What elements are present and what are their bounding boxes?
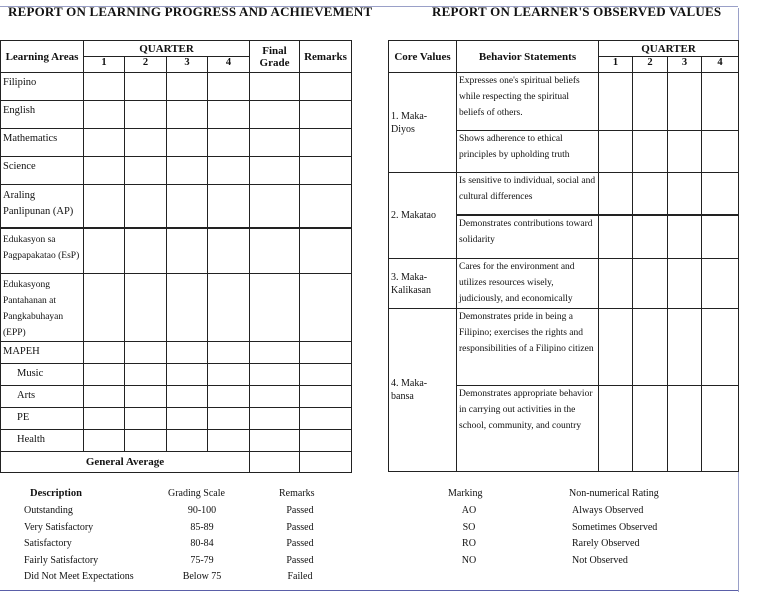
final-grade-header: Final Grade xyxy=(250,41,300,73)
learning-progress-title: REPORT ON LEARNING PROGRESS AND ACHIEVEMENT xyxy=(8,4,373,19)
remarks-cell[interactable] xyxy=(300,228,352,274)
grading-scale-legend-header: Grading Scale xyxy=(168,488,225,499)
values-quarter-4-cell[interactable] xyxy=(702,259,739,309)
subject-row xyxy=(1,101,352,129)
values-quarter-4-cell[interactable] xyxy=(702,215,739,259)
remarks-cell[interactable] xyxy=(300,342,352,364)
grading-description: Did Not Meet Expectations xyxy=(24,571,134,583)
quarter-4-grade-cell[interactable] xyxy=(208,386,250,408)
values-quarter-4-cell[interactable] xyxy=(702,73,739,131)
final-grade-cell[interactable] xyxy=(250,101,300,129)
marking-code: AO xyxy=(461,505,477,516)
marking-rating: Sometimes Observed xyxy=(572,521,658,533)
quarter-2-grade-cell[interactable] xyxy=(125,185,167,228)
quarter-2-grade-cell[interactable] xyxy=(125,430,167,452)
subject-row xyxy=(1,228,352,274)
values-quarter-1-cell[interactable] xyxy=(599,73,633,131)
values-quarter-2-cell[interactable] xyxy=(633,386,668,472)
grading-remark: Passed xyxy=(286,554,314,566)
grading-legend-description-col xyxy=(30,488,82,505)
behavior-statement: Is sensitive to individual, social and cultural differences xyxy=(457,173,599,215)
quarter-3-grade-cell[interactable] xyxy=(167,430,208,452)
final-grade-cell[interactable] xyxy=(250,274,300,342)
quarter-4-grade-cell[interactable] xyxy=(208,342,250,364)
marking-code: RO xyxy=(462,538,476,550)
quarter-2-grade-cell[interactable] xyxy=(125,364,167,386)
grading-description: Fairly Satisfactory xyxy=(24,554,99,566)
bottom-border-line xyxy=(0,590,738,591)
remarks-cell[interactable] xyxy=(300,157,352,185)
values-quarter-3-cell[interactable] xyxy=(668,386,702,472)
marking-rating: Not Observed xyxy=(572,554,628,566)
behavior-row xyxy=(389,309,739,386)
grading-scale-value: Below 75 xyxy=(182,571,222,583)
general-average-final-cell[interactable] xyxy=(250,452,300,473)
final-grade-cell[interactable] xyxy=(250,342,300,364)
quarter-3-grade-cell[interactable] xyxy=(167,101,208,129)
values-quarter-4-cell[interactable] xyxy=(702,173,739,215)
quarter-3-grade-cell[interactable] xyxy=(167,408,208,430)
subject-name: English xyxy=(1,101,84,129)
behavior-statement: Demonstrates appropriate behavior in carrying out activities in the school, community, and country xyxy=(457,386,599,472)
quarter-1-grade-cell[interactable] xyxy=(84,157,125,185)
values-quarter-4-header: 4 xyxy=(702,57,739,73)
behavior-statements-header: Behavior Statements xyxy=(457,41,599,73)
general-average-label: General Average xyxy=(1,452,250,473)
quarter-4-grade-cell[interactable] xyxy=(208,101,250,129)
subject-name: Science xyxy=(1,157,84,185)
quarter-4-grade-cell[interactable] xyxy=(208,228,250,274)
marking-rating: Always Observed xyxy=(572,505,644,516)
behavior-statement: Expresses one's spiritual beliefs while respecting the spiritual beliefs of others. xyxy=(457,73,599,131)
core-value-label: 1. Maka- Diyos xyxy=(389,73,457,173)
final-grade-cell[interactable] xyxy=(250,430,300,452)
quarter-2-grade-cell[interactable] xyxy=(125,157,167,185)
quarter-1-grade-cell[interactable] xyxy=(84,185,125,228)
subject-name: Arts xyxy=(1,386,84,408)
quarter-1-grade-cell[interactable] xyxy=(84,274,125,342)
marking-legend-ratings xyxy=(572,505,657,571)
marking-rating: Rarely Observed xyxy=(572,538,640,550)
values-quarter-1-cell[interactable] xyxy=(599,259,633,309)
subject-name: Araling Panlipunan (AP) xyxy=(1,185,84,228)
quarter-2-grade-cell[interactable] xyxy=(125,342,167,364)
quarter-2-header: 2 xyxy=(125,57,167,73)
subject-name: Health xyxy=(1,430,84,452)
subject-row xyxy=(1,408,352,430)
quarter-3-grade-cell[interactable] xyxy=(167,157,208,185)
grading-description: Satisfactory xyxy=(24,538,72,550)
subject-row xyxy=(1,157,352,185)
values-quarter-1-cell[interactable] xyxy=(599,386,633,472)
grading-legend-remarks xyxy=(284,505,316,588)
subject-row xyxy=(1,386,352,408)
subject-row xyxy=(1,274,352,342)
grading-scale-value: 85-89 xyxy=(190,521,214,533)
behavior-row xyxy=(389,73,739,131)
remarks-cell[interactable] xyxy=(300,274,352,342)
quarter-1-grade-cell[interactable] xyxy=(84,386,125,408)
values-quarter-3-cell[interactable] xyxy=(668,173,702,215)
final-grade-cell[interactable] xyxy=(250,408,300,430)
subject-name: Music xyxy=(1,364,84,386)
subject-row xyxy=(1,73,352,101)
learning-areas-header: Learning Areas xyxy=(1,41,84,73)
behavior-statement: Demonstrates pride in being a Filipino; exercises the rights and responsibilities of a Filipino citizen xyxy=(457,309,599,386)
quarter-4-grade-cell[interactable] xyxy=(208,274,250,342)
values-quarter-4-cell[interactable] xyxy=(702,131,739,173)
rating-legend-header: Non-numerical Rating xyxy=(569,488,659,499)
quarter-3-grade-cell[interactable] xyxy=(167,386,208,408)
quarter-3-grade-cell[interactable] xyxy=(167,342,208,364)
values-quarter-1-cell[interactable] xyxy=(599,131,633,173)
grading-scale-value: 75-79 xyxy=(190,554,214,566)
grading-legend-scales xyxy=(180,505,224,588)
quarter-header: QUARTER xyxy=(84,41,250,57)
values-quarter-3-cell[interactable] xyxy=(668,73,702,131)
values-quarter-3-cell[interactable] xyxy=(668,309,702,386)
quarter-2-grade-cell[interactable] xyxy=(125,129,167,157)
subject-name: Mathematics xyxy=(1,129,84,157)
quarter-1-grade-cell[interactable] xyxy=(84,364,125,386)
final-grade-cell[interactable] xyxy=(250,386,300,408)
remarks-cell[interactable] xyxy=(300,408,352,430)
values-quarter-2-cell[interactable] xyxy=(633,173,668,215)
grading-remark: Passed xyxy=(286,538,314,550)
quarter-1-grade-cell[interactable] xyxy=(84,129,125,157)
values-quarter-1-cell[interactable] xyxy=(599,215,633,259)
remarks-cell[interactable] xyxy=(300,129,352,157)
quarter-3-grade-cell[interactable] xyxy=(167,228,208,274)
grading-legend-descriptions xyxy=(24,505,134,588)
final-grade-cell[interactable] xyxy=(250,228,300,274)
values-quarter-3-header: 3 xyxy=(668,57,702,73)
quarter-1-header: 1 xyxy=(84,57,125,73)
quarter-4-header: 4 xyxy=(208,57,250,73)
values-quarter-3-cell[interactable] xyxy=(668,131,702,173)
quarter-1-grade-cell[interactable] xyxy=(84,73,125,101)
quarter-4-grade-cell[interactable] xyxy=(208,129,250,157)
learning-progress-table xyxy=(0,40,352,473)
marking-legend-marks xyxy=(458,505,480,571)
grading-scale-value: 80-84 xyxy=(190,538,214,550)
behavior-statement: Shows adherence to ethical principles by upholding truth xyxy=(457,131,599,173)
quarter-1-grade-cell[interactable] xyxy=(84,408,125,430)
values-quarter-1-cell[interactable] xyxy=(599,309,633,386)
quarter-3-header: 3 xyxy=(167,57,208,73)
quarter-4-grade-cell[interactable] xyxy=(208,73,250,101)
values-quarter-2-cell[interactable] xyxy=(633,131,668,173)
quarter-2-grade-cell[interactable] xyxy=(125,274,167,342)
subject-name: MAPEH xyxy=(1,342,84,364)
quarter-4-grade-cell[interactable] xyxy=(208,364,250,386)
values-quarter-2-cell[interactable] xyxy=(633,73,668,131)
remarks-cell[interactable] xyxy=(300,386,352,408)
quarter-2-grade-cell[interactable] xyxy=(125,101,167,129)
core-values-header: Core Values xyxy=(389,41,457,73)
remarks-header: Remarks xyxy=(300,41,352,73)
grading-scale-value: 90-100 xyxy=(187,505,217,516)
subject-row xyxy=(1,185,352,228)
quarter-1-grade-cell[interactable] xyxy=(84,342,125,364)
subject-row xyxy=(1,342,352,364)
general-average-remarks-cell[interactable] xyxy=(300,452,352,473)
subject-row xyxy=(1,129,352,157)
quarter-4-grade-cell[interactable] xyxy=(208,430,250,452)
behavior-row xyxy=(389,173,739,215)
final-grade-cell[interactable] xyxy=(250,73,300,101)
core-value-label: 3. Maka- Kalikasan xyxy=(389,259,457,309)
quarter-3-grade-cell[interactable] xyxy=(167,129,208,157)
grading-description: Outstanding xyxy=(24,505,73,516)
marking-legend-header: Marking xyxy=(448,488,483,499)
quarter-2-grade-cell[interactable] xyxy=(125,408,167,430)
quarter-4-grade-cell[interactable] xyxy=(208,408,250,430)
quarter-2-grade-cell[interactable] xyxy=(125,228,167,274)
core-value-label: 2. Makatao xyxy=(389,173,457,259)
values-quarter-2-cell[interactable] xyxy=(633,259,668,309)
values-quarter-4-cell[interactable] xyxy=(702,309,739,386)
values-quarter-1-cell[interactable] xyxy=(599,173,633,215)
final-grade-cell[interactable] xyxy=(250,185,300,228)
remarks-cell[interactable] xyxy=(300,101,352,129)
subject-name: PE xyxy=(1,408,84,430)
remarks-legend-header: Remarks xyxy=(279,488,315,499)
behavior-statement: Demonstrates contributions toward solidarity xyxy=(457,215,599,259)
values-quarter-3-cell[interactable] xyxy=(668,215,702,259)
remarks-cell[interactable] xyxy=(300,430,352,452)
remarks-cell[interactable] xyxy=(300,73,352,101)
behavior-row xyxy=(389,259,739,309)
behavior-statement: Cares for the environment and utilizes resources wisely, judiciously, and economically xyxy=(457,259,599,309)
quarter-1-grade-cell[interactable] xyxy=(84,430,125,452)
remarks-cell[interactable] xyxy=(300,185,352,228)
remarks-cell[interactable] xyxy=(300,364,352,386)
subject-row xyxy=(1,364,352,386)
values-quarter-header: QUARTER xyxy=(599,41,739,57)
final-grade-cell[interactable] xyxy=(250,157,300,185)
final-grade-cell[interactable] xyxy=(250,364,300,386)
quarter-1-grade-cell[interactable] xyxy=(84,228,125,274)
observed-values-title: REPORT ON LEARNER'S OBSERVED VALUES xyxy=(432,4,722,19)
subject-name: Edukasyon sa Pagpapakatao (EsP) xyxy=(1,228,84,274)
grading-remark: Passed xyxy=(286,505,314,516)
quarter-3-grade-cell[interactable] xyxy=(167,364,208,386)
subject-name: Filipino xyxy=(1,73,84,101)
grading-remark: Failed xyxy=(287,571,313,583)
values-quarter-2-cell[interactable] xyxy=(633,215,668,259)
values-quarter-3-cell[interactable] xyxy=(668,259,702,309)
values-quarter-2-header: 2 xyxy=(633,57,668,73)
subject-name: Edukasyong Pantahanan at Pangkabuhayan (EPP) xyxy=(1,274,84,342)
subject-row xyxy=(1,430,352,452)
observed-values-table xyxy=(388,40,739,472)
marking-code: SO xyxy=(462,521,476,533)
quarter-3-grade-cell[interactable] xyxy=(167,274,208,342)
quarter-1-grade-cell[interactable] xyxy=(84,101,125,129)
marking-code: NO xyxy=(461,554,477,566)
grading-remark: Passed xyxy=(286,521,314,533)
quarter-2-grade-cell[interactable] xyxy=(125,386,167,408)
quarter-2-grade-cell[interactable] xyxy=(125,73,167,101)
quarter-4-grade-cell[interactable] xyxy=(208,185,250,228)
grading-description: Very Satisfactory xyxy=(24,521,94,533)
values-quarter-2-cell[interactable] xyxy=(633,309,668,386)
quarter-3-grade-cell[interactable] xyxy=(167,185,208,228)
values-quarter-4-cell[interactable] xyxy=(702,386,739,472)
quarter-4-grade-cell[interactable] xyxy=(208,157,250,185)
final-grade-cell[interactable] xyxy=(250,129,300,157)
description-legend-header: Description xyxy=(30,488,82,499)
values-quarter-1-header: 1 xyxy=(599,57,633,73)
quarter-3-grade-cell[interactable] xyxy=(167,73,208,101)
core-value-label: 4. Maka- bansa xyxy=(389,309,457,472)
